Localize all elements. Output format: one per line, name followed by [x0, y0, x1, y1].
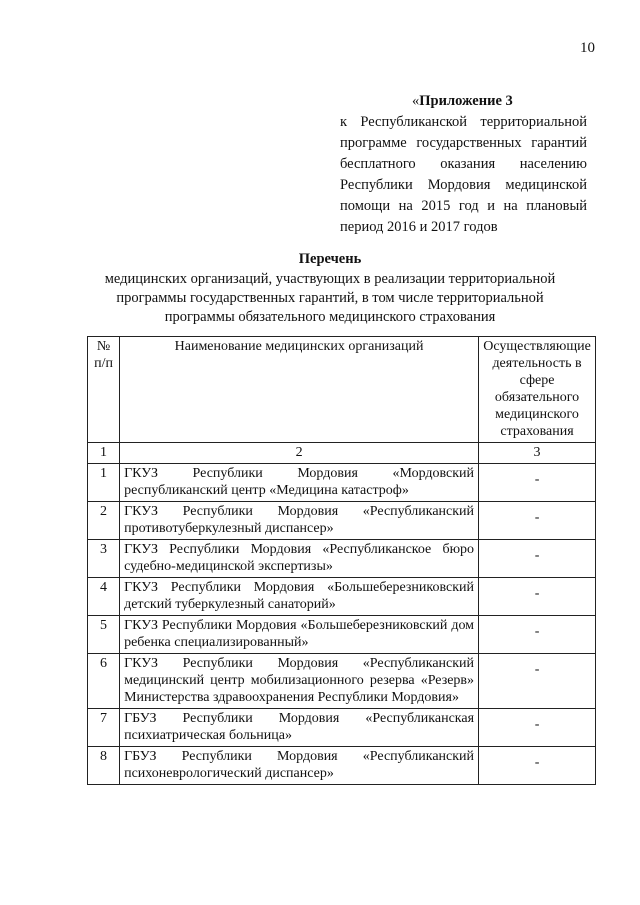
heading-title: Перечень: [298, 251, 362, 267]
oms-value: -: [534, 472, 540, 487]
appendix-line: Республики Мордовия медицинской: [340, 177, 587, 193]
heading-line: программы обязательного медицинского страхования: [164, 309, 496, 325]
heading-line: программы государственных гарантий, в том числе территориальной: [116, 290, 544, 306]
row-oms: [479, 654, 596, 709]
row-oms: [479, 709, 596, 747]
row-name: ГКУЗ Республики Мордовия «Республиканское бюро судебно-медицинской экспертизы»: [120, 540, 479, 578]
oms-value: -: [534, 755, 540, 770]
row-num: 3: [88, 540, 120, 578]
oms-value: -: [534, 624, 540, 639]
table-row: [88, 654, 596, 709]
oms-value: -: [534, 586, 540, 601]
row-name: ГБУЗ Республики Мордовия «Республиканский психоневрологический диспансер»: [120, 747, 479, 785]
row-oms: [479, 578, 596, 616]
oms-value: -: [534, 717, 540, 732]
table-row: [88, 616, 596, 654]
header-oms: Осуществляющие деятельность в сфере обязательного медицинского страхования: [479, 337, 596, 443]
appendix-line: программе государственных гарантий: [340, 135, 587, 151]
table-row: [88, 464, 596, 502]
row-name: ГКУЗ Республики Мордовия «Республиканский медицинский центр мобилизационного резерва «Резерв» Министерства здравоохранения Республики Мордовия»: [120, 654, 479, 709]
appendix-line: бесплатного оказания населению: [340, 156, 587, 172]
document-heading: [70, 250, 590, 327]
table-row: [88, 502, 596, 540]
row-num: 6: [88, 654, 120, 709]
row-name: ГКУЗ Республики Мордовия «Большеберезниковский детский туберкулезный санаторий»: [120, 578, 479, 616]
table-row: [88, 540, 596, 578]
oms-value: -: [534, 510, 540, 525]
table-row: [88, 709, 596, 747]
row-oms: [479, 747, 596, 785]
row-num: 4: [88, 578, 120, 616]
heading-line: медицинских организаций, участвующих в реализации территориальной: [104, 271, 556, 287]
row-name: ГКУЗ Республики Мордовия «Республиканский противотуберкулезный диспансер»: [120, 502, 479, 540]
appendix-title-prefix: «: [412, 93, 420, 109]
row-num: 8: [88, 747, 120, 785]
row-name: ГКУЗ Республики Мордовия «Большеберезниковский дом ребенка специализированный»: [120, 616, 479, 654]
row-oms: [479, 502, 596, 540]
appendix-line: период 2016 и 2017 годов: [340, 219, 498, 235]
row-oms: [479, 464, 596, 502]
column-number: 1: [88, 443, 120, 464]
table-row: [88, 747, 596, 785]
column-number: 2: [120, 443, 479, 464]
row-num: 1: [88, 464, 120, 502]
table-header-row: [88, 337, 596, 443]
appendix-title: [340, 91, 587, 112]
page-number: 10: [580, 40, 595, 56]
row-oms: [479, 540, 596, 578]
header-num: № п/п: [88, 337, 120, 443]
header-name: Наименование медицинских организаций: [120, 337, 479, 443]
oms-value: -: [534, 548, 540, 563]
appendix-title-text: Приложение 3: [419, 93, 513, 109]
column-number: 3: [479, 443, 596, 464]
row-name: ГКУЗ Республики Мордовия «Мордовский республиканский центр «Медицина катастроф»: [120, 464, 479, 502]
row-num: 2: [88, 502, 120, 540]
appendix-block: [340, 91, 587, 238]
row-name: ГБУЗ Республики Мордовия «Республиканская психиатрическая больница»: [120, 709, 479, 747]
appendix-line: помощи на 2015 год и на плановый: [340, 198, 587, 214]
column-number-row: [88, 443, 596, 464]
row-oms: [479, 616, 596, 654]
row-num: 7: [88, 709, 120, 747]
table-row: [88, 578, 596, 616]
oms-value: -: [534, 662, 540, 677]
organizations-table: [87, 336, 596, 785]
row-num: 5: [88, 616, 120, 654]
appendix-line: к Республиканской территориальной: [340, 114, 587, 130]
